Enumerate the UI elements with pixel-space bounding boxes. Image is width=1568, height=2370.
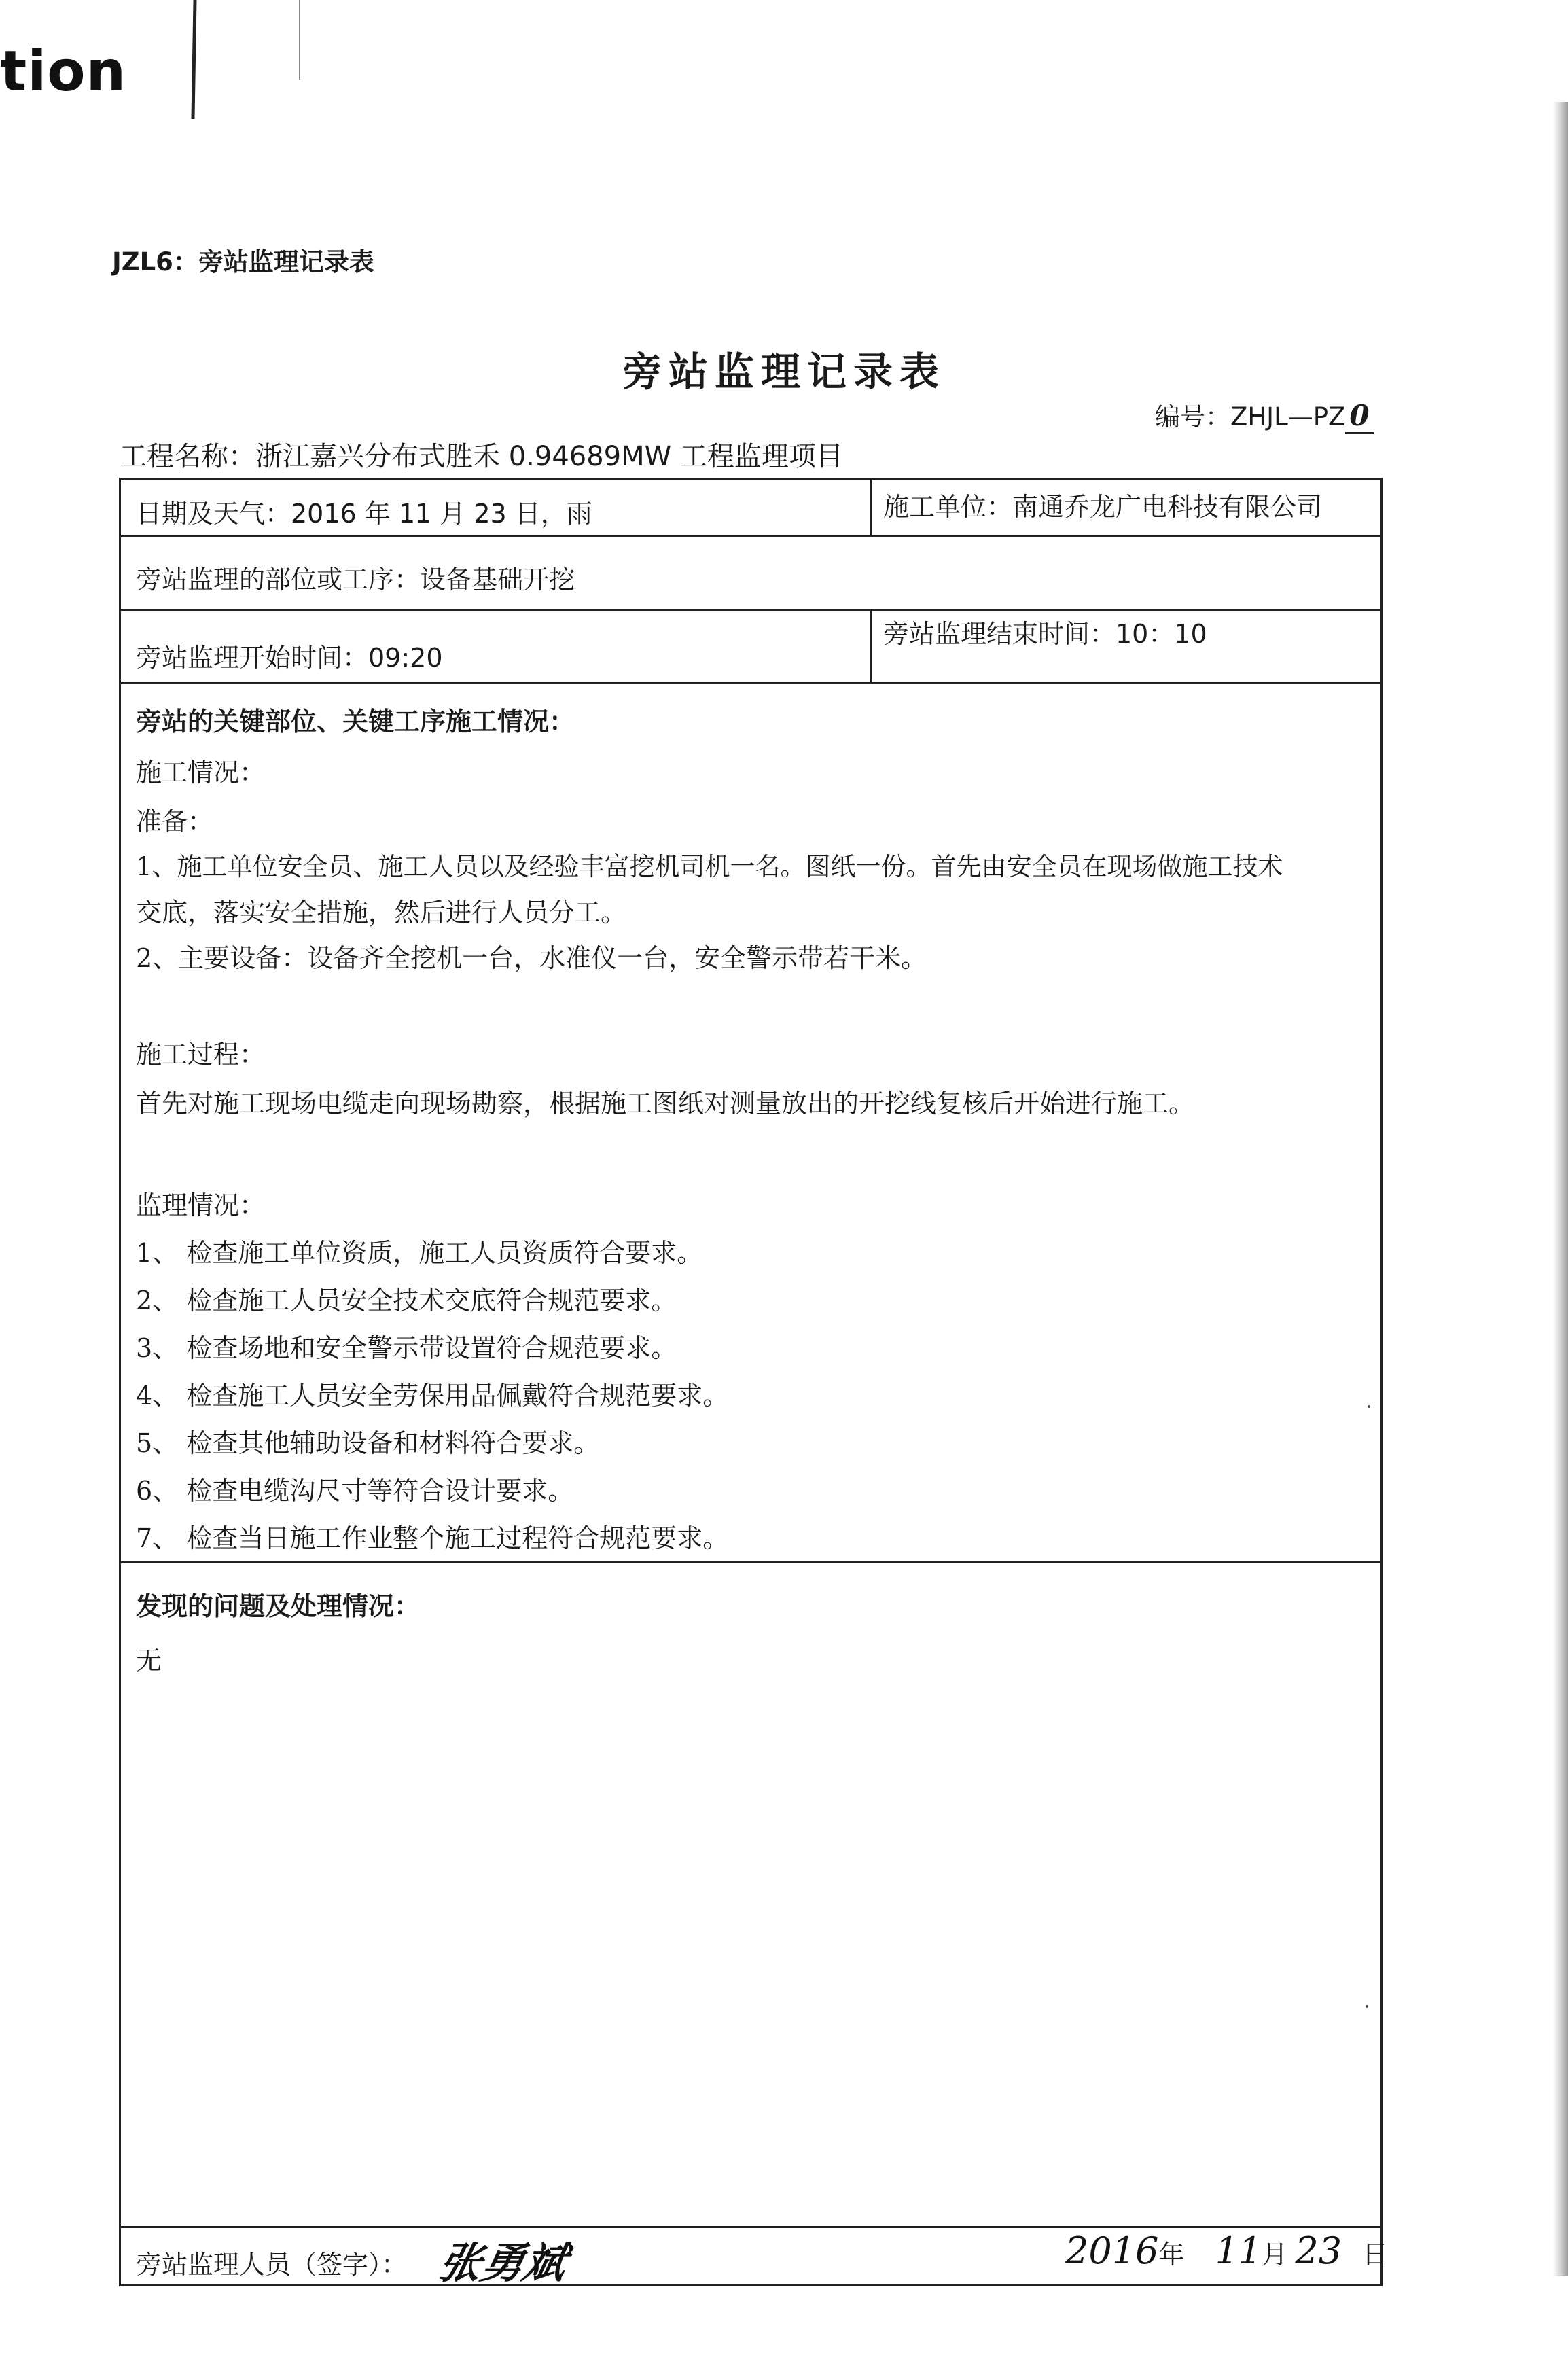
text-line: 1、施工单位安全员、施工人员以及经验丰富挖机司机一名。图纸一份。首先由安全员在现场做施工技术 [136, 852, 1283, 881]
text-line: 2、 检查施工人员安全技术交底符合规范要求。 [136, 1286, 677, 1315]
record-form [119, 478, 1389, 2288]
date-weather-cell: 日期及天气：2016 年 11 月 23 日，雨 [136, 499, 592, 529]
date-day: 23 [1295, 2229, 1342, 2272]
part-process-cell: 旁站监理的部位或工序：设备基础开挖 [136, 565, 575, 595]
text-line: 5、 检查其他辅助设备和材料符合要求。 [136, 1428, 600, 1458]
row1-bottom [121, 535, 1380, 537]
text-line: 施工过程： [136, 1040, 266, 1069]
scan-speck [1368, 1405, 1370, 1408]
date-day-unit: 日 [1362, 2240, 1389, 2269]
text-line: 7、 检查当日施工作业整个施工过程符合规范要求。 [136, 1523, 729, 1553]
date-year: 2016 [1065, 2229, 1159, 2272]
signature [434, 2229, 571, 2290]
date-year-unit: 年 [1158, 2240, 1185, 2269]
issues-content: 无 [136, 1646, 162, 1676]
text-line: 4、 检查施工人员安全劳保用品佩戴符合规范要求。 [136, 1381, 729, 1411]
serial-handwritten: 0 [1345, 399, 1373, 434]
contractor-cell: 施工单位：南通乔龙广电科技有限公司 [883, 492, 1323, 522]
scan-speck [1366, 2005, 1368, 2008]
issues-heading: 发现的问题及处理情况： [136, 1591, 421, 1621]
row1-divider [870, 480, 872, 535]
text-line: 3、 检查场地和安全警示带设置符合规范要求。 [136, 1333, 677, 1363]
row2-bottom [121, 609, 1380, 611]
signature-label: 旁站监理人员（签字）： [136, 2250, 408, 2280]
document-title: 旁站监理记录表 [622, 349, 946, 395]
start-time-cell: 旁站监理开始时间：09:20 [136, 643, 443, 673]
serial-number [1155, 396, 1374, 433]
text-line: 1、 检查施工单位资质，施工人员资质符合要求。 [136, 1238, 703, 1268]
section2-bottom [121, 2226, 1380, 2228]
row3-divider [870, 609, 872, 682]
form-code: JZL6：旁站监理记录表 [112, 247, 374, 277]
signature-date [1065, 2229, 1388, 2272]
text-line: 2、主要设备：设备齐全挖机一台，水准仪一台，安全警示带若干米。 [136, 943, 927, 973]
text-line: 交底，落实安全措施，然后进行人员分工。 [136, 898, 627, 927]
text-line: 首先对施工现场电缆走向现场勘察，根据施工图纸对测量放出的开挖线复核后开始进行施工。 [136, 1089, 1195, 1118]
handwritten-signature: 张勇斌 [434, 2238, 571, 2288]
end-time-cell: 旁站监理结束时间：10：10 [883, 619, 1207, 649]
row3-bottom [121, 682, 1380, 684]
text-line: 施工情况： [136, 758, 266, 788]
binding-line-faint [299, 0, 300, 80]
scan-edge-shadow [1553, 102, 1568, 2276]
section1-bottom [121, 1561, 1380, 1563]
text-line: 监理情况： [136, 1190, 266, 1220]
text-line: 准备： [136, 807, 214, 836]
date-month: 11 [1215, 2229, 1262, 2272]
binding-line [191, 0, 196, 119]
project-name: 工程名称：浙江嘉兴分布式胜禾 0.94689MW 工程监理项目 [120, 441, 843, 472]
cropped-header-text: tion [0, 39, 127, 104]
date-month-unit: 月 [1262, 2240, 1288, 2269]
text-line: 6、 检查电缆沟尺寸等符合设计要求。 [136, 1476, 574, 1506]
serial-label: 编号：ZHJL—PZ [1155, 402, 1346, 431]
construction-heading: 旁站的关键部位、关键工序施工情况： [136, 707, 575, 737]
